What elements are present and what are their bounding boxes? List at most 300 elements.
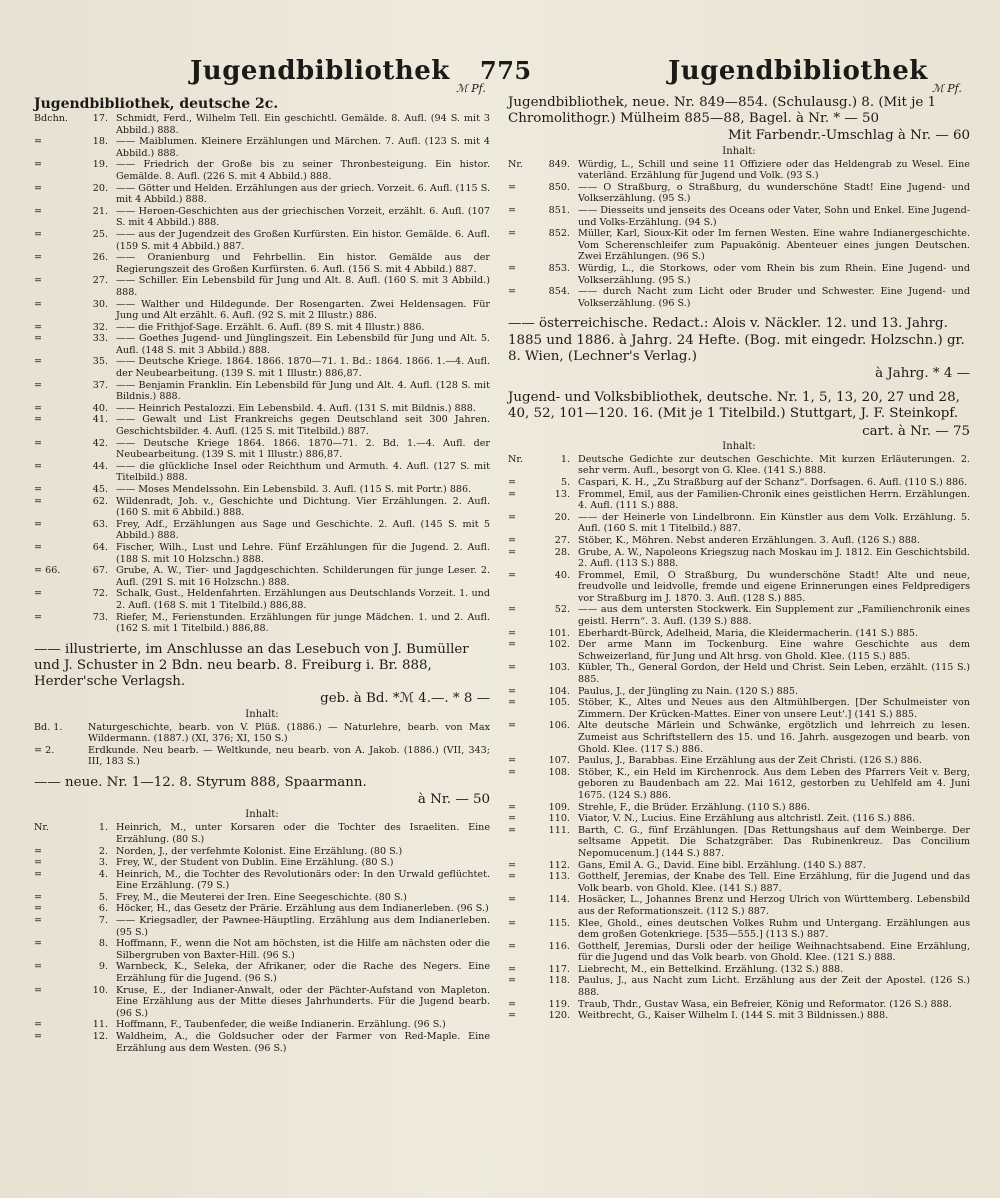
list-entry — [34, 903, 490, 915]
price-label: à Nr. * — [796, 111, 841, 127]
entry-number: 117. — [548, 963, 570, 975]
entry-text: Gotthelf, Jeremias, der Knabe des Tell. Eine Erzählung, für die Jugend und das Volk bearb. von Ghold. Klee. (141 S.) 887. — [578, 871, 970, 894]
entry-prefix: = — [34, 857, 43, 869]
list-entry — [34, 333, 490, 356]
entry-text: Würdig, L., die Storkows, oder vom Rhein bis zum Rhein. Eine Jugend- und Volkserzählung. (95 S.) — [578, 262, 970, 286]
list-entry — [34, 136, 490, 159]
entry-number: 64. — [92, 541, 108, 553]
entry-number: 67. — [92, 565, 108, 577]
list-entry — [508, 825, 970, 860]
entry-prefix: = — [508, 639, 517, 651]
entry-text: —— Kriegsadler, der Pawnee-Häuptling. Erzählung aus dem Indianerleben. (95 S.) — [116, 915, 490, 938]
list-entry — [508, 860, 970, 872]
entry-number: 102. — [548, 639, 570, 651]
entry-text: Eberhardt-Bürck, Adelheid, Maria, die Kleidermacherin. (141 S.) 885. — [578, 627, 919, 639]
section-title: Jugendbibliothek, deutsche 2c. — [34, 96, 279, 112]
entry-text: Der arme Mann im Tockenburg. Eine wahre Geschichte aus dem Schweizerland, für Jung und Alt hrsg. von Ghold. Klee. (115 S.) 885. — [578, 639, 970, 662]
entry-number: 21. — [92, 205, 108, 217]
price-value: 4 — — [943, 365, 970, 381]
neue-entry: —— neue. Nr. 1—12. 8. Styrum 888, Spaarmann. — [34, 774, 367, 790]
entry-prefix: = — [34, 984, 43, 996]
list-entry — [34, 985, 490, 1020]
entry-prefix: = — [34, 1031, 43, 1042]
entry-number: 105. — [548, 697, 570, 709]
entry-number: 18. — [92, 136, 108, 148]
entry-number: 108. — [548, 766, 570, 778]
entry-prefix: = — [508, 488, 517, 500]
entry-prefix: = — [508, 859, 517, 871]
entry-text: —— Gewalt und List Frankreichs gegen Deutschland seit 300 Jahren. Geschichtsbilder. 4. Aufl. (125 S. mit Titelbild.) 887. — [116, 414, 490, 438]
entry-number: 9. — [98, 961, 108, 973]
list-entry — [34, 745, 490, 768]
entry-text: Naturgeschichte, bearb. von V. Plüß. (1886.) — Naturlehre, bearb. von Max Wildermann. (1887.) (XI, 376; XI, 150 S.) — [88, 721, 490, 745]
entry-text: Höcker, H., das Gesetz der Prärie. Erzählung aus dem Indianerleben. (96 S.) — [116, 903, 489, 915]
entry-text: Müller, Karl, Sioux-Kit oder Im fernen Westen. Eine wahre Indianergeschichte. Vom Scherenschleifer zum Papuakönig. Abenteuer eines jungen Deutschen. Zwei Erzählungen. (96 S.) — [578, 228, 970, 263]
list-entry — [34, 869, 490, 892]
entry-number: 852. — [548, 228, 570, 240]
list-entry — [34, 159, 490, 182]
entry-number: 107. — [548, 755, 570, 767]
list-entry — [508, 263, 970, 286]
list-entry — [508, 813, 970, 825]
entry-text: Hoffmann, F., Taubenfeder, die weiße Indianerin. Erzählung. (96 S.) — [116, 1019, 446, 1031]
entry-text: —— aus dem untersten Stockwerk. Ein Supplement zur „Familienchronik eines geistl. Herrn“. 3. Aufl. (139 S.) 888. — [578, 604, 970, 628]
entry-prefix: = — [508, 1010, 517, 1022]
oesterr-price-line — [508, 366, 970, 382]
entry-number: 41. — [92, 414, 108, 426]
entry-number: 111. — [548, 824, 570, 836]
entry-prefix: = — [34, 252, 43, 264]
list-entry — [34, 588, 490, 611]
entry-prefix: = — [508, 975, 517, 987]
entry-number: 13. — [554, 488, 570, 500]
entry-text: Strehle, F., die Brüder. Erzählung. (110 S.) 886. — [578, 801, 810, 813]
entry-text: —— Friedrich der Große bis zu seiner Thronbesteigung. Ein histor. Gemälde. 8. Aufl. (226 S. mit 4 Abbild.) 888. — [116, 159, 490, 182]
entry-number: 63. — [92, 518, 108, 530]
entry-prefix: = — [34, 915, 43, 927]
entry-number: 7. — [98, 915, 108, 927]
list-entry — [508, 570, 970, 605]
entry-text: Alte deutsche Märlein und Schwänke, ergötzlich und lehrreich zu lesen. Zumeist aus Schriftstellern des 15. und 16. Jahrh. ausgezogen und bearb. von Ghold. Klee. (117 S.) 886. — [578, 720, 970, 755]
running-head-right: Jugendbibliothek — [668, 56, 928, 86]
entry-number: 109. — [548, 801, 570, 813]
entry-number: 40. — [554, 569, 570, 581]
entry-prefix: = — [34, 938, 43, 950]
list-entry — [508, 159, 970, 182]
list-entry — [508, 755, 970, 767]
list-entry — [508, 535, 970, 547]
entry-text: Warnbeck, K., Seleka, der Afrikaner, oder die Rache des Negers. Eine Erzählung für die Jugend. (96 S.) — [116, 961, 490, 985]
price-value: — 60 — [935, 128, 970, 144]
entry-number: 37. — [92, 379, 108, 391]
entry-prefix: = — [34, 437, 43, 449]
entry-number: 850. — [548, 181, 570, 193]
list-entry — [508, 686, 970, 698]
entry-number: 120. — [548, 1010, 570, 1022]
entry-prefix: = — [508, 824, 517, 836]
list-entry — [34, 846, 490, 858]
entry-number: 25. — [92, 228, 108, 240]
entry-number: 113. — [548, 871, 570, 883]
list-entry — [34, 484, 490, 496]
entry-number: 6. — [98, 903, 108, 915]
entry-prefix: = — [34, 414, 43, 426]
entry-text: —— Heinrich Pestalozzi. Ein Lebensbild. 4. Aufl. (131 S. mit Bildnis.) 888. — [116, 402, 476, 414]
entry-text: Norden, J., der verfehmte Kolonist. Eine Erzählung. (80 S.) — [116, 845, 403, 857]
list-entry — [34, 542, 490, 565]
entry-number: 3. — [98, 857, 108, 869]
entry-prefix: = — [34, 845, 43, 857]
list-entry — [508, 228, 970, 263]
entry-number: 11. — [92, 1019, 108, 1031]
entry-prefix: = — [34, 159, 43, 171]
list-entry — [34, 892, 490, 904]
farben-price-line — [508, 128, 970, 144]
entry-number: 106. — [548, 720, 570, 732]
entry-text: —— Schiller. Ein Lebensbild für Jung und Alt. 8. Aufl. (160 S. mit 3 Abbild.) 888. — [116, 275, 490, 298]
entry-text: Klee, Ghold., eines deutschen Volkes Ruhm und Untergang. Erzählungen aus dem großen Gotenkriege. [535—555.] (113 S.) 887. — [578, 917, 970, 941]
entry-prefix: = — [508, 204, 517, 216]
entry-number: 20. — [92, 182, 108, 194]
list-entry — [34, 438, 490, 461]
list-entry — [508, 512, 970, 535]
running-head-left: Jugendbibliothek — [190, 56, 450, 86]
entry-prefix: = — [508, 604, 517, 616]
entry-number: 104. — [548, 685, 570, 697]
list-entry — [508, 477, 970, 489]
entry-prefix: = — [508, 801, 517, 813]
entry-prefix: Nr. — [508, 453, 523, 465]
list-entry — [508, 894, 970, 917]
list-entry — [34, 496, 490, 519]
entry-prefix: = — [508, 697, 517, 709]
entry-number: 115. — [548, 917, 570, 929]
entry-prefix: = — [34, 903, 43, 915]
contents-list — [34, 822, 490, 1054]
entry-text: Paulus, J., aus Nacht zum Licht. Erzählung aus der Zeit der Apostel. (126 S.) 888. — [578, 975, 970, 999]
price-value: — 75 — [935, 423, 970, 439]
entry-text: —— Maiblumen. Kleinere Erzählungen und Märchen. 7. Aufl. (123 S. mit 4 Abbild.) 888. — [116, 136, 490, 159]
list-entry — [508, 918, 970, 941]
entry-prefix: Bdchn. — [34, 113, 68, 124]
entry-text: Caspari, K. H., „Zu Straßburg auf der Schanz“. Dorfsagen. 6. Aufl. (110 S.) 886. — [578, 476, 968, 488]
entry-text: Viator, V. N., Lucius. Eine Erzählung aus altchristl. Zeit. (116 S.) 886. — [578, 813, 915, 825]
entry-text: Frey, W., der Student von Dublin. Eine Erzählung. (80 S.) — [116, 857, 394, 869]
list-entry — [508, 999, 970, 1011]
list-entry — [34, 565, 490, 588]
entry-prefix: = — [34, 891, 43, 903]
list-entry — [34, 403, 490, 415]
entry-prefix: = — [34, 961, 43, 973]
entry-number: 1. — [98, 822, 108, 834]
entry-text: Heinrich, M., unter Korsaren oder die Tochter des Israeliten. Eine Erzählung. (80 S.) — [116, 822, 490, 845]
entry-prefix: = — [34, 541, 43, 553]
entry-prefix: = — [34, 205, 43, 217]
entry-text: —— O Straßburg, o Straßburg, du wunderschöne Stadt! Eine Jugend- und Volkserzählung. (95 S.) — [578, 181, 970, 205]
entry-number: 52. — [554, 604, 570, 616]
list-entry — [34, 113, 490, 136]
entry-prefix: = — [508, 511, 517, 523]
list-entry — [508, 871, 970, 894]
list-entry — [34, 857, 490, 869]
entry-prefix: = — [34, 356, 43, 368]
list-entry — [508, 489, 970, 512]
price-value: — 50 — [844, 111, 880, 127]
list-entry — [34, 229, 490, 252]
entry-number: 42. — [92, 437, 108, 449]
entry-text: Waldheim, A., die Goldsucher oder der Farmer von Red-Maple. Eine Erzählung aus dem Westen. (96 S.) — [116, 1031, 490, 1054]
entry-text: Weitbrecht, G., Kaiser Wilhelm I. (144 S. mit 3 Bildnissen.) 888. — [578, 1010, 889, 1022]
entry-number: 10. — [92, 984, 108, 996]
entry-prefix: = — [34, 402, 43, 414]
entry-number: 72. — [92, 588, 108, 600]
illustrierte-entry: —— illustrierte, im Anschlusse an das Lesebuch von J. Bumüller und J. Schuster in 2 Bdn. neu bearb. 8. Freiburg i. Br. 888, Herder'sche Verlagsh. — [34, 641, 469, 690]
entry-prefix: = — [508, 894, 517, 906]
entry-text: Fischer, Wilh., Lust und Lehre. Fünf Erzählungen für die Jugend. 2. Aufl. (188 S. mit 10 Holzschn.) 888. — [116, 541, 490, 565]
entry-number: 5. — [560, 476, 570, 488]
entry-text: Grube, A. W., Tier- und Jagdgeschichten. Schilderungen für junge Leser. 2. Aufl. (291 S. mit 16 Holzschn.) 888. — [116, 565, 490, 588]
entry-prefix: = — [508, 963, 517, 975]
entry-text: —— der Heinerle von Lindelbronn. Ein Künstler aus dem Volk. Erzählung. 5. Aufl. (160 S. mit 1 Titelbild.) 887. — [578, 511, 970, 535]
list-entry — [508, 454, 970, 477]
list-entry — [34, 380, 490, 403]
entry-prefix: = — [508, 720, 517, 732]
list-entry — [34, 961, 490, 984]
entry-number: 35. — [92, 356, 108, 368]
entry-prefix: = — [34, 333, 43, 345]
volks-entry: Jugend- und Volksbibliothek, deutsche. Nr. 1, 5, 13, 20, 27 und 28, 40, 52, 101—120. 16. (Mit je 1 Titelbild.) Stuttgart, J. F. Steinkopf. — [508, 390, 960, 422]
neue-price-line — [34, 792, 490, 808]
list-entry — [508, 975, 970, 998]
entry-number: 73. — [92, 611, 108, 623]
contents-list — [508, 159, 970, 310]
entry-prefix: = — [34, 321, 43, 333]
entry-prefix: = — [34, 182, 43, 194]
entry-number: 44. — [92, 460, 108, 472]
entry-prefix: = — [508, 871, 517, 883]
list-entry — [34, 1031, 490, 1054]
entry-prefix: = — [508, 476, 517, 488]
entry-text: Jugendbibliothek, neue. Nr. 849—854. (Schulausg.) 8. (Mit je 1 Chromolithogr.) Mülheim 885—88, Bagel. — [508, 95, 937, 127]
entry-number: 2. — [98, 845, 108, 857]
entry-text: Schalk, Gust., Heldenfahrten. Erzählungen aus Deutschlands Vorzeit. 1. und 2. Aufl. (168 S. mit 1 Titelbild.) 886,88. — [116, 588, 490, 611]
entry-text: Erdkunde. Neu bearb. — Weltkunde, neu bearb. von A. Jakob. (1886.) (VII, 343; III, 183 S.) — [88, 744, 490, 768]
entry-text: —— Götter und Helden. Erzählungen aus der griech. Vorzeit. 6. Aufl. (115 S. mit 4 Abbild.) 888. — [116, 182, 490, 206]
entry-text: Stöber, K., Altes und Neues aus den Altmühlbergen. [Der Schulmeister von Zimmern. Der Krücken-Mattes. Einer von unsere Leut'.] (141 S.) 885. — [578, 697, 970, 720]
list-entry — [508, 286, 970, 309]
entry-text: Liebrecht, M., ein Bettelkind. Erzählung. (132 S.) 888. — [578, 963, 844, 975]
entry-number: 853. — [548, 262, 570, 274]
entry-text: —— die glückliche Insel oder Reichthum und Armuth. 4. Aufl. (127 S. mit Titelbild.) 888. — [116, 460, 490, 484]
entry-prefix: = — [34, 298, 43, 310]
entry-text: Kübler, Th., General Gordon, der Held und Christ. Sein Leben, erzählt. (115 S.) 885. — [578, 662, 970, 686]
entry-prefix: = — [508, 181, 517, 193]
price-label: geb. à Bd. *ℳ 4.—. * — [320, 691, 460, 707]
list-entry — [34, 356, 490, 379]
list-entry — [508, 1010, 970, 1022]
list-entry — [508, 697, 970, 720]
entry-number: 118. — [548, 975, 570, 987]
entry-prefix: = — [508, 685, 517, 697]
entry-text: —— Moses Mendelssohn. Ein Lebensbild. 3. Aufl. (115 S. mit Portr.) 886. — [116, 484, 472, 495]
entry-text: Gans, Emil A. G., David. Eine bibl. Erzählung. (140 S.) 887. — [578, 859, 866, 871]
list-entry — [34, 915, 490, 938]
entry-text: —— Diesseits und jenseits des Oceans oder Vater, Sohn und Enkel. Eine Jugend- und Volks-Erzählung. (94 S.) — [578, 204, 970, 228]
inhalt-label: Inhalt: — [722, 440, 756, 452]
list-entry — [508, 205, 970, 228]
entry-prefix: = — [508, 766, 517, 778]
entry-number: 8. — [98, 938, 108, 950]
entry-number: 27. — [554, 534, 570, 546]
entry-prefix: = — [508, 546, 517, 558]
price-label: Mit Farbendr.-Umschlag à Nr. — [728, 128, 932, 144]
entry-prefix: = — [508, 940, 517, 952]
entry-number: 32. — [92, 321, 108, 333]
entry-prefix: = — [34, 495, 43, 507]
contents-list — [34, 722, 490, 768]
price-label: à Nr. — [417, 792, 452, 808]
currency-header-left: ℳ Pf. — [456, 82, 486, 95]
entry-text: Frommel, Emil, aus der Familien-Chronik eines geistlichen Herrn. Erzählungen. 4. Aufl. (111 S.) 888. — [578, 488, 970, 512]
list-entry — [508, 964, 970, 976]
entry-number: 5. — [98, 891, 108, 903]
entry-text: Stöber, K., Möhren. Nebst anderen Erzählungen. 3. Aufl. (126 S.) 888. — [578, 534, 920, 546]
entry-prefix: Nr. — [34, 822, 49, 834]
list-entry — [508, 720, 970, 755]
entry-number: 26. — [92, 252, 108, 264]
entry-number: 30. — [92, 298, 108, 310]
list-entry — [508, 182, 970, 205]
entry-text: Frey, Adf., Erzählungen aus Sage und Geschichte. 2. Aufl. (145 S. mit 5 Abbild.) 888. — [116, 518, 490, 542]
entry-number: 62. — [92, 495, 108, 507]
entry-number: 17. — [92, 113, 108, 124]
oesterr-entry: —— österreichische. Redact.: Alois v. Näckler. 12. und 13. Jahrg. 1885 und 1886. à Jahrg. 24 Hefte. (Bog. mit eingedr. Holzschn.) gr. 8. Wien, (Lechner's Verlag.) — [508, 316, 965, 364]
entry-text: Hoffmann, F., wenn die Not am höchsten, ist die Hilfe am nächsten oder die Silbergruben von Baxter-Hill. (96 S.) — [116, 938, 490, 961]
entry-text: —— aus der Jugendzeit des Großen Kurfürsten. Ein histor. Gemälde. 6. Aufl. (159 S. mit 4 Abbild.) 887. — [116, 228, 490, 252]
entry-text: Paulus, J., der Jüngling zu Nain. (120 S.) 885. — [578, 685, 799, 697]
list-entry — [508, 767, 970, 802]
illustrierte-price-line — [34, 691, 490, 707]
left-column — [34, 94, 490, 1054]
entry-prefix: = — [508, 998, 517, 1010]
list-entry — [508, 941, 970, 964]
entry-prefix: = — [34, 379, 43, 391]
entry-text: Würdig, L., Schill und seine 11 Offiziere oder das Heldengrab zu Wesel. Eine vaterländ. Erzählung für Jugend und Volk. (93 S.) — [578, 158, 970, 182]
volks-price-line — [508, 424, 970, 440]
entry-text: —— Oranienburg und Fehrbellin. Ein histor. Gemälde aus der Regierungszeit des Großen Kurfürsten. 6. Aufl. (156 S. mit 4 Abbild.) 887. — [116, 252, 490, 275]
list-entry — [34, 822, 490, 845]
list-entry — [34, 206, 490, 229]
entry-text: Kruse, E., der Indianer-Anwalt, oder der Pächter-Aufstand von Mapleton. Eine Erzählung aus der Mitte dieses Jahrhunderts. Für die Jugend bearb. (96 S.) — [116, 984, 490, 1019]
entry-number: 33. — [92, 333, 108, 345]
entry-number: 851. — [548, 204, 570, 216]
entry-text: Grube, A. W., Napoleons Kriegszug nach Moskau im J. 1812. Ein Geschichtsbild. 2. Aufl. (113 S.) 888. — [578, 546, 970, 570]
list-entry — [34, 275, 490, 298]
contents-list — [508, 454, 970, 1022]
entry-prefix: = — [508, 755, 517, 767]
entry-number: 101. — [548, 627, 570, 639]
list-entry — [34, 722, 490, 745]
price-value: 8 — — [463, 691, 490, 707]
entry-prefix: = — [34, 868, 43, 880]
price-label: cart. à Nr. — [862, 423, 932, 439]
entry-number: = 2. — [34, 744, 55, 756]
list-entry — [34, 414, 490, 437]
list-entry — [508, 802, 970, 814]
entry-text: Wildenradt, Joh. v., Geschichte und Dichtung. Vier Erzählungen. 2. Aufl. (160 S. mit 6 Abbild.) 888. — [116, 495, 490, 519]
entry-number: 1. — [560, 453, 570, 465]
entry-prefix: = — [508, 286, 517, 298]
entry-prefix: = — [34, 588, 43, 600]
list-entry — [34, 1019, 490, 1031]
list-entry — [34, 461, 490, 484]
list-entry — [508, 628, 970, 640]
entry-prefix: = — [34, 275, 43, 287]
currency-header-right: ℳ Pf. — [932, 82, 962, 95]
entry-prefix: = — [508, 627, 517, 639]
entry-number: 849. — [548, 158, 570, 170]
entry-prefix: = 66. — [34, 565, 61, 577]
entry-prefix: = — [34, 518, 43, 530]
entry-text: Stöber, K., ein Held im Kirchenrock. Aus dem Leben des Pfarrers Veit v. Berg, geboren zu Baudenbach am 22. Mai 1612, gestorben zu Uehlfeld am 4. Juni 1675. (124 S.) 886. — [578, 766, 970, 801]
entry-prefix: = — [508, 569, 517, 581]
list-entry — [34, 322, 490, 334]
entry-prefix: = — [34, 484, 43, 495]
entry-number: 45. — [92, 484, 108, 495]
entry-prefix: = — [508, 534, 517, 546]
right-column — [508, 94, 970, 1022]
entry-number: 112. — [548, 859, 570, 871]
list-entry — [34, 299, 490, 322]
entry-number: 119. — [548, 998, 570, 1010]
entry-text: Traub, Thdr., Gustav Wasa, ein Befreier, König und Reformator. (126 S.) 888. — [578, 998, 952, 1010]
entry-prefix: = — [508, 813, 517, 825]
entry-text: —— Goethes Jugend- und Jünglingszeit. Ein Lebensbild für Jung und Alt. 5. Aufl. (148 S. mit 3 Abbild.) 888. — [116, 333, 490, 356]
entry-text: —— Deutsche Kriege. 1864. 1866. 1870—71. 1. Bd.: 1864. 1866. 1.—4. Aufl. der Neubearbeitung. (139 S. mit 1 Illustr.) 886,87. — [116, 356, 490, 380]
list-entry — [508, 604, 970, 627]
list-entry — [34, 252, 490, 275]
entry-number: 4. — [98, 868, 108, 880]
entry-text: —— Benjamin Franklin. Ein Lebensbild für Jung und Alt. 4. Aufl. (128 S. mit Bildnis.) 888. — [116, 379, 490, 403]
list-entry — [508, 662, 970, 685]
list-entry — [34, 612, 490, 635]
entry-number: 854. — [548, 286, 570, 298]
price-label: à Jahrg. * — [875, 365, 940, 381]
entry-number: 114. — [548, 894, 570, 906]
entry-prefix: = — [34, 611, 43, 623]
entry-text: Barth, C. G., fünf Erzählungen. [Das Rettungshaus auf dem Weinberge. Der seltsame Appetit. Die Schatzgräber. Das Rubinenkreuz. Das Concilium Nepomucenum.] (144 S.) 887. — [578, 824, 970, 859]
entry-number: 20. — [554, 511, 570, 523]
entry-prefix: = — [34, 228, 43, 240]
entry-number: 27. — [92, 275, 108, 287]
entry-prefix: = — [508, 228, 517, 240]
entry-prefix: = — [508, 262, 517, 274]
neue-section-title — [508, 95, 970, 127]
list-entry — [34, 938, 490, 961]
entry-prefix: = — [34, 136, 43, 148]
entry-number: 103. — [548, 662, 570, 674]
entry-text: Schmidt, Ferd., Wilhelm Tell. Ein geschichtl. Gemälde. 8. Aufl. (94 S. mit 3 Abbild.) 888. — [116, 113, 490, 136]
inhalt-label: Inhalt: — [722, 145, 756, 157]
entry-text: —— Walther und Hildegunde. Der Rosengarten. Zwei Heldensagen. Für Jung und Alt erzählt. 6. Aufl. (92 S. mit 2 Illustr.) 886. — [116, 298, 490, 322]
list-entry — [34, 519, 490, 542]
list-entry — [34, 183, 490, 206]
entry-text: Frommel, Emil, O Straßburg, Du wunderschöne Stadt! Alte und neue, freudvolle und leidvolle, fremde und eigene Erinnerungen eines Feldpredigers vor Straßburg im J. 1870. 3. Aufl. (128 S.) 885. — [578, 569, 970, 604]
entry-text: Deutsche Gedichte zur deutschen Geschichte. Mit kurzen Erläuterungen. 2. sehr verm. Aufl., besorgt von G. Klee. (141 S.) 888. — [578, 453, 970, 477]
entry-text: Gotthelf, Jeremias, Dursli oder der heilige Weihnachtsabend. Eine Erzählung, für die Jugend und das Volk bearb. von Ghold. Klee. (121 S.) 888. — [578, 940, 970, 964]
entry-text: Hosäcker, L., Johannes Brenz und Herzog Ulrich von Württemberg. Lebensbild aus der Reformationszeit. (112 S.) 887. — [578, 894, 970, 917]
entry-list — [34, 113, 490, 635]
